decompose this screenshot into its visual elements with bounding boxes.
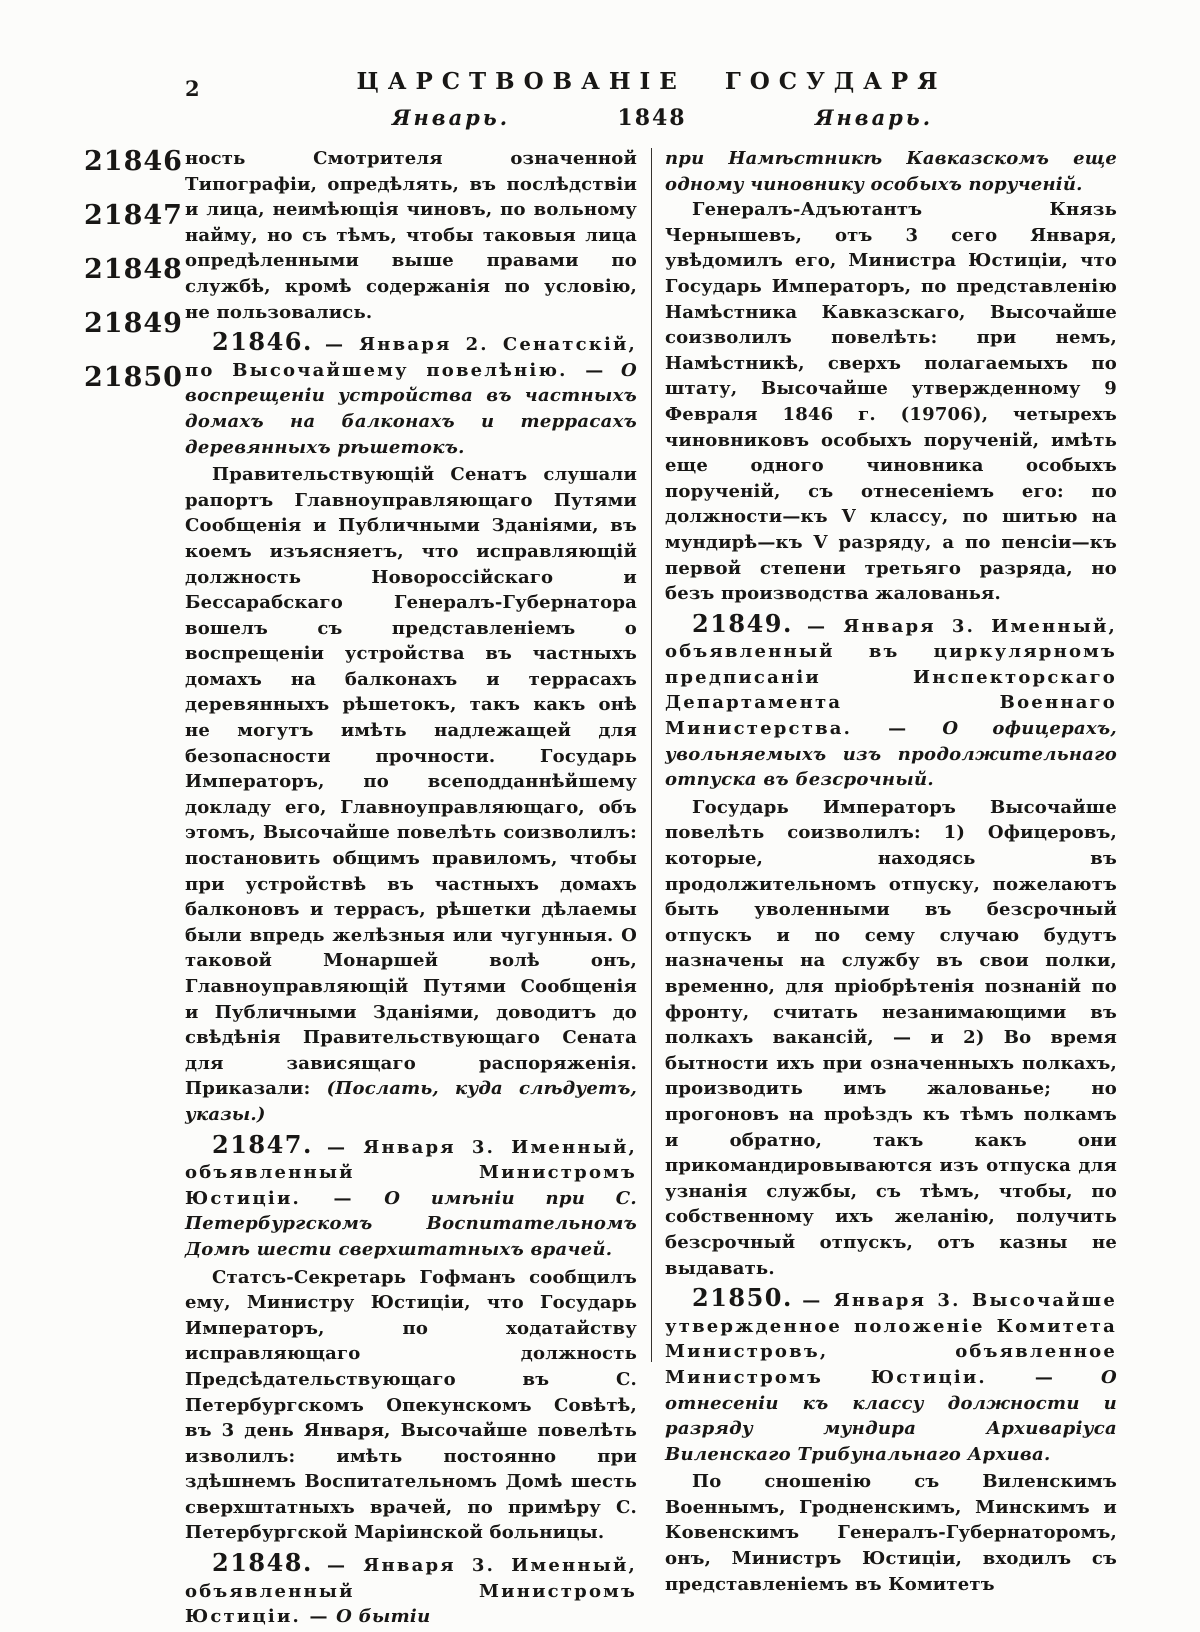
entry-rubric: — Января 3. Высочайше утвержденное положеніе Комитета Министровъ, объявленное Министромъ Юстиціи. — bbox=[665, 1290, 1117, 1388]
entry-body-21849: Государь Императоръ Высочайше повелѣть соизволилъ: 1) Офицеровъ, которые, находясь въ продолжительномъ отпуску, пожелаютъ быть уволенными въ безсрочный отпускъ и по сему случаю будутъ назначены на службу въ свои полки, временно, для пріобрѣтенія познаній по фронту, считать незанимающими въ полкахъ вакансій, — и 2) Во время бытности ихъ при означенныхъ полкахъ, производить имъ жалованье; но прогоновъ на проѣздъ къ тѣмъ полкамъ и обратно, такъ какъ они прикомандировываются изъ отпуска для узнанія службы, съ тѣмъ, чтобы, по собственному ихъ желанію, получить безсрочный отпускъ, отъ казны не выдавать. bbox=[665, 796, 1117, 1279]
entry-heading-21849 bbox=[665, 608, 1117, 793]
month-label-right: Январь. bbox=[814, 105, 934, 130]
entry-body-text: Правительствующій Сенатъ слушали рапортъ Главноуправляющаго Путями Сообщенія и Публичными Зданіями, въ коемъ изъясняетъ, что исправляющій должность Новороссійскаго и Бессарабскаго Генералъ-Губернатора вошелъ съ представленіемъ о воспрещеніи устройства въ частныхъ домахъ на балконахъ и террасахъ деревянныхъ рѣшетокъ, такъ какъ онѣ не могутъ имѣть надлежащей для безопасности прочности. Государь Императоръ, по всеподданнѣйшему докладу его, Главноуправляющаго, объ этомъ, Высочайше повелѣть соизволилъ: постановить общимъ правиломъ, чтобы при устройствѣ въ частныхъ домахъ балконовъ и террасъ, рѣшетки дѣлаемы были впредь желѣзныя или чугунныя. О таковой Монаршей волѣ онъ, Главноуправляющій Путями Сообщенія и Публичными Зданіями, доводитъ до свѣдѣнія Правительствующаго Сената для зависящаго распоряженія. Приказали: bbox=[185, 464, 637, 1100]
entry-number: 21846. bbox=[212, 327, 313, 357]
margin-entry-numbers bbox=[84, 146, 184, 416]
entry-rubric: — Января 3. Именный, объявленный въ циркулярномъ предписаніи Инспекторскаго Департамента Военнаго Министерства. — bbox=[665, 615, 1117, 740]
page-header bbox=[185, 68, 1118, 139]
entry-body-italic-tail: (Послать, куда слѣдуетъ, указы.) bbox=[185, 1078, 638, 1125]
margin-entry-number: 21848 bbox=[84, 254, 183, 285]
text-columns bbox=[185, 146, 1118, 1632]
entry-subject: О бытіи bbox=[336, 1606, 431, 1628]
entry-number: 21850. bbox=[692, 1283, 793, 1313]
entry-heading-21850 bbox=[665, 1285, 1117, 1467]
page-number: 2 bbox=[185, 76, 200, 101]
margin-entry-number: 21850 bbox=[84, 362, 183, 393]
entry-body-21847: Статсъ-Секретарь Гофманъ сообщилъ ему, Министру Юстиціи, что Государь Императоръ, по ходатайству исправляющаго должность Предсѣдательствующаго въ С. Петербургскомъ Опекунскомъ Совѣтѣ, въ 3 день Января, Высочайше повелѣть изволилъ: имѣть постоянно при здѣшнемъ Воспитательномъ Домѣ шесть сверхштатныхъ врачей, по примѣру С. Петербургской Маріинской больницы. bbox=[185, 1266, 637, 1544]
entry-subject: О отнесеніи къ классу должности и разряду мундира Архиваріуса Виленскаго Трибунальнаго Архива. bbox=[665, 1366, 1117, 1465]
running-head-dateline bbox=[185, 105, 1118, 139]
entry-heading-21846 bbox=[185, 329, 637, 460]
entry-body-21846 bbox=[185, 462, 637, 1127]
column-divider bbox=[651, 148, 652, 1362]
entry-rubric: — Января 3. Именный, объявленный Министромъ Юстиціи. — bbox=[185, 1555, 637, 1628]
entry-subject: О имѣніи при С. Петербургскомъ Воспитательномъ Домѣ шести сверхштатныхъ врачей. bbox=[185, 1187, 637, 1260]
entry-subject: О воспрещеніи устройства въ частныхъ домахъ на балконахъ и террасахъ деревянныхъ рѣшетокъ. bbox=[185, 359, 637, 458]
margin-entry-number: 21846 bbox=[84, 146, 183, 177]
entry-body-21850: По сношенію съ Виленскимъ Военнымъ, Гродненскимъ, Минскимъ и Ковенскимъ Генералъ-Губернаторомъ, онъ, Министръ Юстиціи, входилъ съ представленіемъ въ Комитетъ bbox=[665, 1471, 1117, 1595]
entry-rubric: — Января 3. Именный, объявленный Министромъ Юстиціи. — bbox=[185, 1136, 637, 1209]
year-label: 1848 bbox=[617, 105, 687, 131]
entry-number: 21849. bbox=[692, 608, 793, 638]
continued-entry-subject: при Намѣстникѣ Кавказскомъ еще одному чиновнику особыхъ порученій. bbox=[665, 148, 1117, 195]
entry-number: 21848. bbox=[212, 1548, 313, 1578]
entry-heading-21848 bbox=[185, 1550, 637, 1630]
left-column bbox=[185, 146, 637, 1632]
entry-number: 21847. bbox=[212, 1129, 313, 1159]
margin-entry-number: 21847 bbox=[84, 200, 183, 231]
entry-subject: О офицерахъ, увольняемыхъ изъ продолжительнаго отпуска въ безсрочный. bbox=[665, 718, 1117, 791]
entry-heading-21847 bbox=[185, 1129, 637, 1263]
entry-rubric: — Января 2. Сенатскій, по Высочайшему повелѣнію. — bbox=[185, 334, 638, 381]
month-label-left: Январь. bbox=[391, 105, 511, 130]
entry-body-21848: Генералъ-Адъютантъ Князь Чернышевъ, отъ 3 сего Января, увѣдомилъ его, Министра Юстиціи, что Государь Императоръ, по представленію Намѣстника Кавказскаго, Высочайше соизволилъ повелѣть: при немъ, Намѣстникѣ, сверхъ полагаемыхъ по штату, Высочайше утвержденному 9 Февраля 1846 г. (19706), четырехъ чиновниковъ особыхъ порученій, имѣть еще одного чиновника особыхъ порученій, съ отнесеніемъ его: по должности—къ V классу, по шитью на мундирѣ—къ V разряду, а по пенсіи—къ первой степени третьяго разряда, но безъ производства жалованья. bbox=[665, 199, 1117, 605]
running-head-title: ЦАРСТВОВАНІЕ ГОСУДАРЯ bbox=[356, 68, 947, 95]
right-column bbox=[665, 146, 1117, 1597]
margin-entry-number: 21849 bbox=[84, 308, 183, 339]
continued-paragraph: ность Смотрителя означенной Типографіи, опредѣлять, въ послѣдствіи и лица, неимѣющія чиновъ, по вольному найму, но съ тѣмъ, чтобы таковыя лица опредѣленными выше правами по службѣ, кромѣ содержанія по условію, не пользовались. bbox=[185, 148, 637, 323]
